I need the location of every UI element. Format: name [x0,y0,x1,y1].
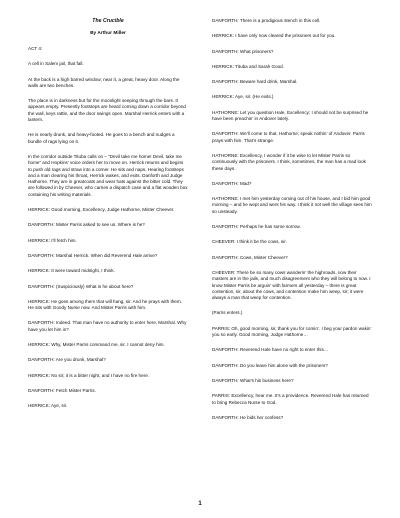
paragraph: CHEEVER: I think it be the cows, sir. [212,239,287,245]
paragraph: HERRICK: I have only now cleared the prisoners out for you. [212,33,336,39]
paragraph: HERRICK: No sir; it is a bitter night, and I have no fire here. [28,372,150,378]
page-number: 1 [198,501,202,507]
paragraph: DANFORTH: What’s his business here? [212,377,294,383]
paragraph: DANFORTH: There is a prodigious stench in this cell. [212,18,321,23]
paragraph: ACT 4: [28,46,43,51]
paragraph: (Parris enters.) [212,310,243,316]
paragraph: A cell in Salem jail, that fall. [28,61,84,67]
paragraph: DANFORTH: Are you drunk, Marshal? [28,357,106,363]
paragraph: DANFORTH: Fetch Mister Parris. [28,387,96,393]
paragraph: DANFORTH: Cows, Mister Cheever? [212,254,288,260]
paragraph: DANFORTH: (Suspiciously) What is he about here? [28,283,134,289]
left-column [28,18,188,419]
paragraph: DANFORTH: He bids her confess? [212,414,284,420]
paragraph: DANFORTH: We’ll come to that. Hathorne; speak nothin’ of Andover. Parris prays with him. That’s strange. [212,131,365,143]
paragraph: DANFORTH: Do you leave him alone with the prisoners? [212,362,328,368]
paragraph: HATHORNE: Let you question Hale, Excellency; I should not be surprised he have been preachin’ in Andover lately. [212,109,369,122]
paragraph: At the back is a high barred window; near it, a great, heavy door. Along the walls are two benches. [28,76,180,88]
paragraph: HATHORNE: Excellency, I wonder if it be wise to let Mister Parris so continuously with the prisoners. I think, sometimes, the man has a mad look these days. [212,152,366,171]
paragraph: DANFORTH: Reverend Hale have no right to enter this… [212,347,329,353]
paragraph: HERRICK: I’ll fetch him. [28,237,77,243]
document-author: By Arthur Miller [90,31,126,36]
document-title: The Crucible [92,18,124,24]
paragraph: HERRICK: Good morning, Excellency, Judge Hathorne, Mister Cheever. [28,207,175,213]
paragraph: PARRIS: Excellency, hear me. It’s a providence. Reverend Hale has returned to bring Rebecca Nurse to God. [212,393,369,405]
paragraph: HERRICK: Tituba and Sarah Good. [212,63,285,69]
paragraph: He is nearly drunk, and heavy-footed. He goes to a bench and nudges a bundle of rags lying on it. [28,132,175,144]
paragraph: HERRICK: He goes among them that will hang, sir. And he prays with them. He sits with Goody Nurse now. And Mister Parris with him. [28,298,182,311]
paragraph: DANFORTH: Mad? [212,180,252,186]
paragraph: DANFORTH: Beware hard drink, Marshal. [212,79,298,85]
paragraph: DANFORTH: Perhaps he has some sorrow. [212,224,301,230]
paragraph: DANFORTH: Mister Parris asked to see us. Where is he? [28,222,145,228]
paragraph: DANFORTH: Indeed. That man have no authority to enter here, Marshal. Why have you let him in? [28,320,187,332]
paragraph: PARRIS: Oh, good morning, sir, thank you for comin’. I beg your pardon wakin’ you so early. Good morning, Judge Hathorne… [212,325,372,338]
paragraph: In the corridor outside Tituba calls on – “Devil take me home! Devil, take me home” and Hopkins’ voice orders her to move on. Herrick returns and begins to push old rags and straw into a corner. He sits and naps. Hearing footsteps and a man clearing his throat, Herrick wakes, and exits. Danforth and Judge Hathorne. They are in greatcoats and wear hats against the bitter cold. They are followed in by Cheever, who carries a dispatch case and a flat wooden box containing his writing materials. [28,153,188,197]
left-column-paragraphs [28,46,188,410]
paragraph: DANFORTH: What prisoners? [212,48,274,54]
paragraph: The place is in darkness but for the moonlight seeping through the bars. It appears empty. Presently footsteps are heard coming down a corridor beyond the wall, keys rattle, and the door swings open. Marshal Herrick enters with a lantern. [28,98,186,123]
right-column [212,18,372,430]
paragraph: HERRICK: Aye, sir. [28,403,68,409]
paragraph: DANFORTH: Marshal Herrick. When did Reverend Hale arrive? [28,252,158,258]
right-column-paragraphs [212,18,372,421]
paragraph: HERRICK: Aye, sir. (He exits.) [212,94,274,100]
paragraph: HATHORNE: I met him yesterday coming out of his house, and I bid him good morning – and he wept and went his way. I think it not well the village sees him so unsteady. [212,196,372,214]
paragraph: HERRICK: It were toward midnight, I think. [28,268,115,274]
paragraph: HERRICK: Why, Mister Parris command me, sir. I cannot deny him. [28,342,165,348]
paragraph: CHEEVER: There be so many cows wanderin’ the highroads, now their masters are in the jails, and much disagreement who they will belong to now. I know Mister Parris be arguin’ with farmers all yesterday – there is great contention, sir, about the cows, and contention make him weep, sir; it were always a man that weep for contention. [212,269,371,301]
